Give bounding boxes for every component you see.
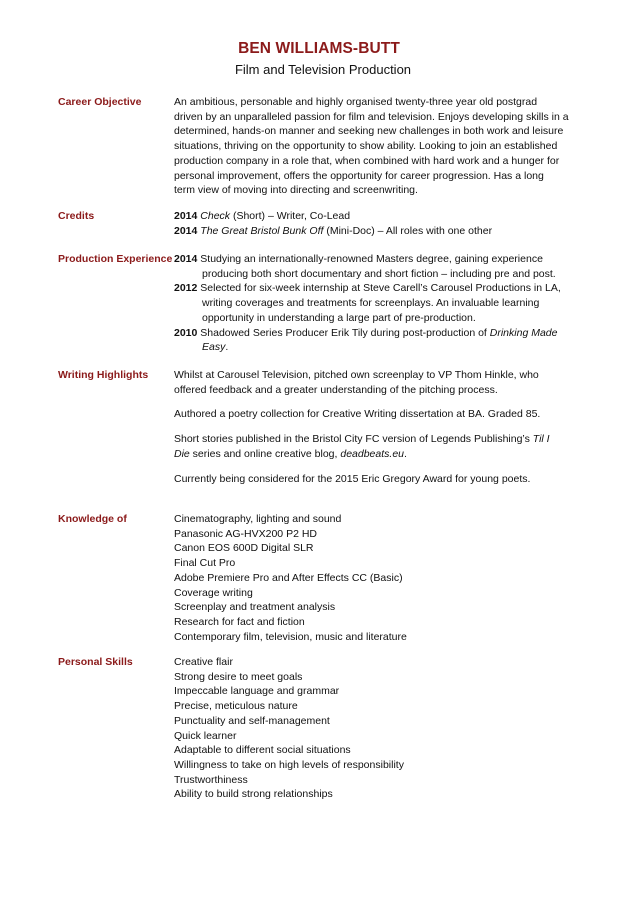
section-label: Credits [58,210,95,222]
experience-item [174,326,594,341]
experience-text: Shadowed Series Producer Erik Tily during post-production of [197,326,490,339]
list-item: Screenplay and treatment analysis [174,601,336,614]
list-item: Coverage writing [174,586,253,599]
list-item: Cinematography, lighting and sound [174,513,342,525]
text-line: offered feedback and a greater understanding of the pitching process. [174,383,498,396]
list-item: Strong desire to meet goals [174,670,303,683]
list-item: Willingness to take on high levels of responsibility [174,758,404,771]
experience-text: opportunity in understanding a large part of pre-production. [202,311,476,324]
experience-text: . [225,341,229,354]
section-label: Career Objective [58,96,142,108]
text-line: Whilst at Carousel Television, pitched own screenplay to VP Thom Hinkle, who [174,369,539,381]
section-content [174,95,594,198]
list-item: Adobe Premiere Pro and After Effects CC (Basic) [174,571,403,584]
text-line [174,447,594,462]
list-item: Contemporary film, television, music and literature [174,630,407,643]
text-span: Short stories published in the Bristol City FC version of Legends Publishing’s [174,433,533,446]
section-label: Personal Skills [58,656,133,668]
experience-item [174,252,594,267]
experience-title: Drinking Made [489,326,558,339]
text-line: personal improvement, offers the opportunity for career progression. Has a long [174,169,544,182]
experience-text: Studying an internationally-renowned Masters degree, gaining experience [197,253,543,265]
credit-title: The Great Bristol Bunk Off [200,224,324,237]
credit-year: 2014 [174,224,198,237]
list-item: Impeccable language and grammar [174,685,340,698]
text-line: Currently being considered for the 2015 Eric Gregory Award for young poets. [174,472,531,485]
text-line: driven by an unparalleled passion for film and television. Enjoys developing skills in a [174,110,569,123]
section-content [174,512,594,644]
experience-text: writing coverages and treatments for screenplays. An invaluable learning [202,297,540,310]
experience-text: Selected for six-week internship at Steve Carell’s Carousel Productions in LA, [197,282,561,295]
publication-title: Til I [532,433,550,446]
experience-item [174,281,594,296]
experience-text [174,340,594,355]
list-item: Ability to build strong relationships [174,788,333,801]
text-line [174,432,594,447]
list-item: Canon EOS 600D Digital SLR [174,542,314,555]
credit-item [174,224,594,239]
text-line: Authored a poetry collection for Creative Writing dissertation at BA. Graded 85. [174,408,541,421]
credit-detail: (Mini-Doc) – All roles with one other [323,224,493,237]
text-line: production company in a role that, when combined with hard work and a hunger for [174,154,560,167]
list-item: Trustworthiness [174,773,248,786]
credit-item [174,209,594,224]
candidate-subtitle: Film and Television Production [234,62,412,77]
text-span: series and online creative blog, [189,447,341,460]
text-line: situations, thriving on the opportunity to show ability. Looking to join an established [174,140,558,153]
text-line: determined, hands-on manner and seeking new challenges in both work and leisure [174,125,564,138]
list-item: Creative flair [174,656,233,668]
text-span: . [404,447,407,460]
list-item: Panasonic AG-HVX200 P2 HD [174,527,317,540]
section-label: Knowledge of [58,513,127,525]
candidate-name: BEN WILLIAMS-BUTT [238,40,400,57]
experience-year: 2014 [174,253,198,265]
publication-title: Die [174,447,190,460]
section-content [174,655,594,802]
text-line: An ambitious, personable and highly organised twenty-three year old postgrad [174,96,538,108]
list-item: Quick learner [174,729,237,742]
list-item: Adaptable to different social situations [174,744,351,757]
credit-year: 2014 [174,210,198,222]
credit-title: Check [200,210,231,222]
section-label: Production Experience [58,253,173,265]
experience-text: producing both short documentary and short fiction – including pre and post. [202,267,556,280]
section-content [174,368,594,486]
experience-title: Easy [202,341,226,354]
section-content [174,252,594,355]
experience-year: 2012 [174,282,198,295]
list-item: Final Cut Pro [174,557,236,570]
section-content [174,209,594,238]
list-item: Research for fact and fiction [174,615,305,628]
blog-name: deadbeats.eu [340,447,405,460]
list-item: Precise, meticulous nature [174,700,298,713]
credit-detail: (Short) – Writer, Co-Lead [230,210,351,222]
text-line: term view of moving into directing and screenwriting. [174,184,418,197]
experience-year: 2010 [174,326,198,339]
list-item: Punctuality and self-management [174,714,330,727]
section-label: Writing Highlights [58,369,149,381]
